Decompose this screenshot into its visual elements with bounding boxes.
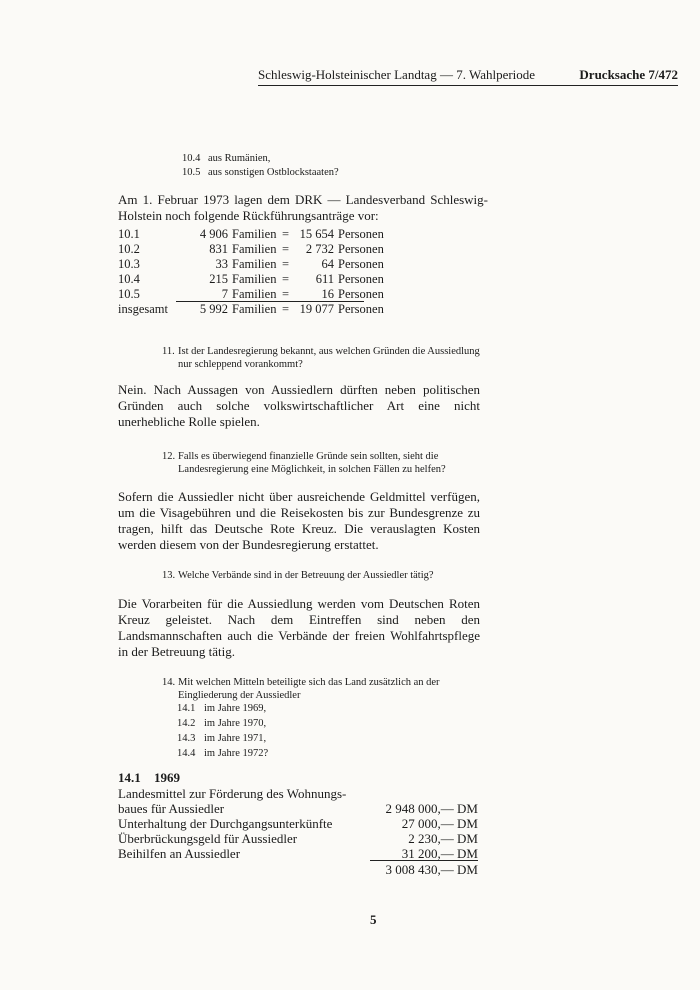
table-row: 10.3 33 Familien = 64 Personen <box>118 257 384 271</box>
table-row: 10.4 215 Familien = 611 Personen <box>118 272 384 286</box>
table-row: 10.5 7 Familien = 16 Personen <box>118 287 384 301</box>
sum-rule <box>370 860 478 861</box>
expense-amount: 31 200,— DM <box>401 846 478 861</box>
document-number: Drucksache 7/472 <box>579 67 678 82</box>
expense-label: Landesmittel zur Förderung des Wohnungs- <box>118 786 347 801</box>
expense-amount: 27 000,— DM <box>401 816 478 831</box>
page-header <box>258 67 678 86</box>
table-total-row: insgesamt 5 992 Familien = 19 077 Personen <box>118 302 384 316</box>
answer-12: Sofern die Aussiedler nicht über ausreichende Geldmittel verfügen, um die Visagebühren und die Reisekosten bis zur Bundesgrenze zu tragen, hilft das Deutsche Rote Kreuz. Die verauslagten Kosten werden diesem von der Bundesregierung erstattet. <box>118 489 480 552</box>
expense-amount: 2 948 000,— DM <box>385 801 478 816</box>
section-heading: 14.1 1969 <box>118 770 180 785</box>
expense-amount: 2 230,— DM <box>408 831 478 846</box>
page-number: 5 <box>370 912 377 927</box>
expense-total: 3 008 430,— DM <box>385 862 478 877</box>
intro-paragraph: Am 1. Februar 1973 lagen dem DRK — Landesverband Schleswig-Holstein noch folgende Rückführungsanträge vor: <box>118 192 488 223</box>
expense-label: Überbrückungsgeld für Aussiedler <box>118 831 298 846</box>
expense-label: Beihilfen an Aussiedler <box>118 846 241 861</box>
expense-label: Unterhaltung der Durchgangsunterkünfte <box>118 816 333 831</box>
header-title: Schleswig-Holsteinischer Landtag — 7. Wahlperiode <box>258 67 536 82</box>
table-row: 10.2 831 Familien = 2 732 Personen <box>118 242 384 256</box>
table-row: 10.1 4 906 Familien = 15 654 Personen <box>118 227 384 241</box>
answer-13: Die Vorarbeiten für die Aussiedlung werden vom Deutschen Roten Kreuz geleistet. Nach dem Eintreffen sind neben den Landsmannschaften auch die Verbände der freien Wohlfahrtspflege in der Betreuung tätig. <box>118 596 480 659</box>
expense-label: baues für Aussiedler <box>118 801 225 816</box>
answer-11: Nein. Nach Aussagen von Aussiedlern dürften neben politischen Gründen auch solche volkswirtschaftlicher Art eine nicht unerhebliche Rolle spielen. <box>118 382 480 429</box>
